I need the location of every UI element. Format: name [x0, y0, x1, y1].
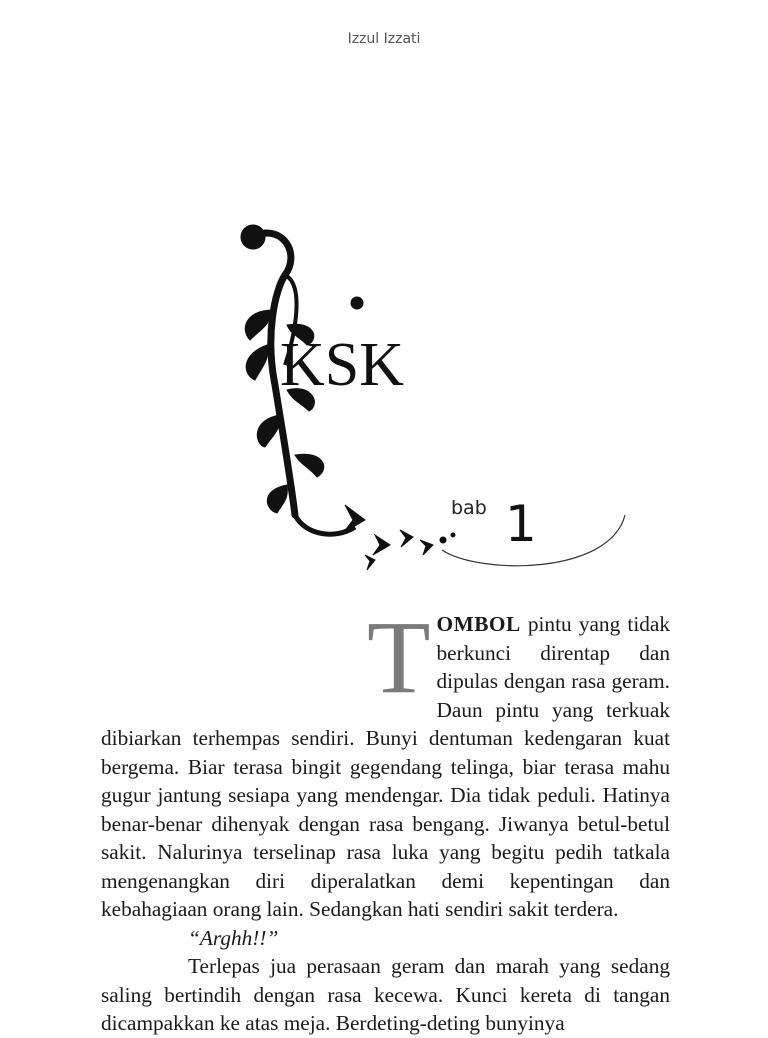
paragraph-1-text: pintu yang tidak berkunci direntap dan dipulas dengan rasa geram. Daun pintu yang terkuak dibiarkan terhempas sendiri. Bunyi dentuman kedengaran kuat bergema. Biar terasa bingit gegendang telinga, biar terasa mahu gugur jantung sesiapa yang mendengar. Dia tidak peduli. Hatinya benar-benar dihenyak dengan rasa bengang. Jiwanya betul-betul sakit. Nalurinya terselinap rasa luka yang begitu pedih tatkala mengenangkan diri diperalatkan demi kepentingan dan kebahagiaan orang lain. Sedangkan hati sendiri sakit terdera. [101, 612, 670, 921]
lead-word: OMBOL [436, 612, 521, 636]
paragraph-1 [101, 600, 670, 924]
chapter-text [101, 600, 670, 1038]
drop-cap: T [367, 600, 431, 715]
monogram-text: KSK [280, 331, 405, 399]
paragraph-2: Terlepas jua perasaan geram dan marah yang sedang saling bertindih dengan rasa kecewa. Kunci kereta di tangan dicampakkan ke atas meja. Berdeting-deting bunyinya [101, 954, 670, 1035]
quote-line: “Arghh!!” [188, 925, 279, 950]
chapter-label: bab [451, 497, 487, 519]
chapter-number: 1 [505, 495, 537, 553]
running-header-author: Izzul Izzati [347, 31, 421, 47]
